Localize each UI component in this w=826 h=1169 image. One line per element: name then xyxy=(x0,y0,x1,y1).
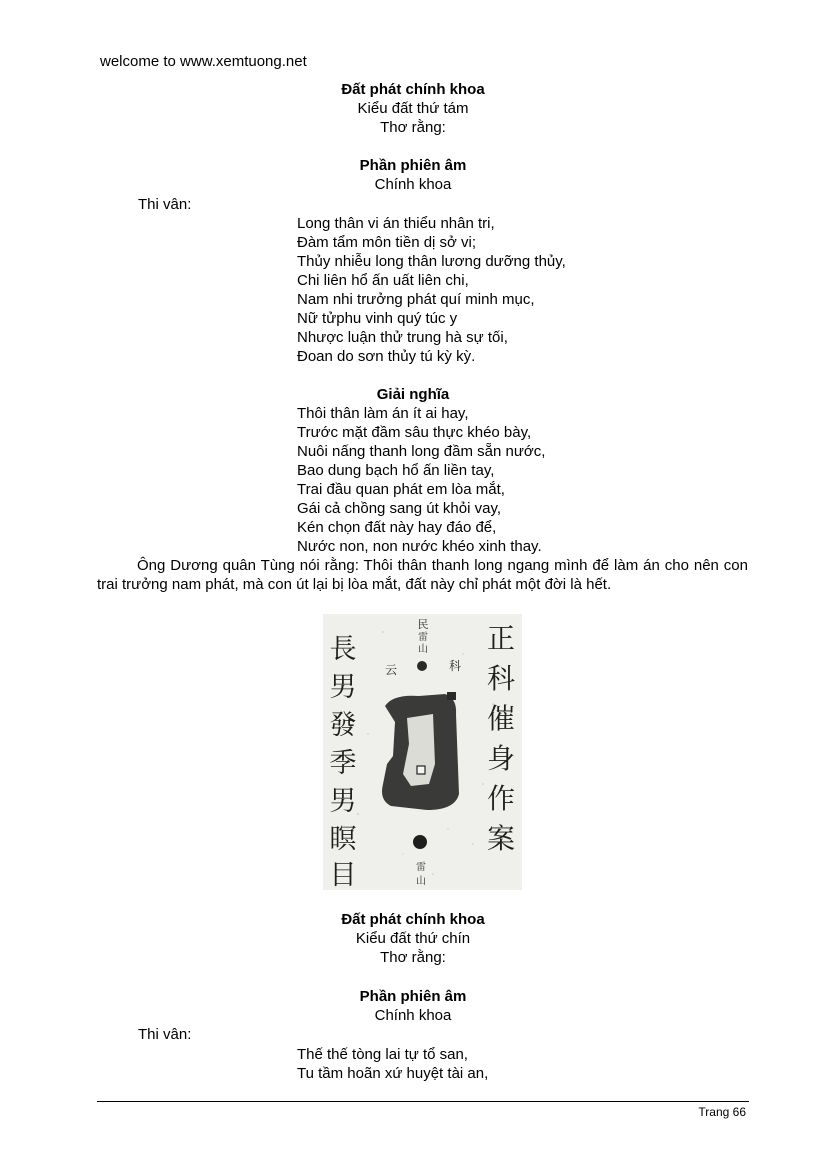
giai-nghia-line: Nuôi nấng thanh long đầm sẵn nước, xyxy=(297,443,546,460)
verse-line: Đoan do sơn thủy tú kỳ kỳ. xyxy=(297,348,476,365)
fig-char-left: 發 xyxy=(329,710,357,741)
fig-char-right: 科 xyxy=(486,662,516,695)
verse-line: Đàm tẩm môn tiền dị sở vi; xyxy=(297,234,477,251)
footer-rule xyxy=(97,1101,749,1102)
section1-subtitle: Kiểu đất thứ tám xyxy=(357,100,469,117)
page-number: Trang 66 xyxy=(698,1105,746,1119)
fig-char-right-small: 科 xyxy=(448,659,462,673)
geomancy-figure xyxy=(323,614,522,890)
giai-nghia-line: Trai đầu quan phát em lòa mắt, xyxy=(297,481,505,498)
verse-line: Nam nhi trưởng phát quí minh mục, xyxy=(297,291,535,308)
commentary-paragraph: Ông Dương quân Tùng nói rằng: Thôi thân thanh long ngang mình để làm án cho nên con trai trưởng nam phát, mà con út lại bị lòa mắt, đất này chỉ phát một đời là hết. xyxy=(97,557,748,593)
fig-char-left-small: 云 xyxy=(384,663,398,677)
section2-phien-am-heading: Phần phiên âm xyxy=(359,988,467,1005)
grave-marker xyxy=(417,766,425,774)
section2-title: Đất phát chính khoa xyxy=(341,911,485,928)
fig-char-top-corner: 民 xyxy=(417,618,429,631)
section1-giai-nghia xyxy=(297,404,545,556)
verse-line: Tu tầm hoãn xứ huyệt tài an, xyxy=(297,1065,489,1082)
giai-nghia-line: Nước non, non nước khéo xinh thay. xyxy=(297,538,542,555)
fig-char-right: 案 xyxy=(486,822,516,855)
verse-line: Nhược luận thử trung hà sự tối, xyxy=(297,329,508,346)
giai-nghia-line: Kén chọn đất này hay đáo để, xyxy=(297,519,497,536)
verse-line: Thủy nhiễu long thân lương dưỡng thủy, xyxy=(297,253,566,270)
fig-char-right: 作 xyxy=(486,782,516,815)
giai-nghia-line: Bao dung bạch hổ ấn liền tay, xyxy=(297,462,495,479)
section2-subtitle: Kiểu đất thứ chín xyxy=(355,930,471,947)
bottom-dot xyxy=(413,835,427,849)
fig-char-top-small: 雷 xyxy=(418,632,428,643)
fig-char-right: 催 xyxy=(486,702,516,735)
giai-nghia-line: Gái cả chồng sang út khỏi vay, xyxy=(297,500,502,517)
fig-char-left: 男 xyxy=(329,672,357,703)
small-square xyxy=(447,692,456,700)
verse-line: Thế thế tòng lai tự tổ san, xyxy=(297,1046,468,1063)
section2-verse xyxy=(297,1045,488,1083)
verse-line: Nữ tửphu vinh quý túc y xyxy=(297,310,458,327)
section1-phien-am-sub: Chính khoa xyxy=(374,176,452,193)
section1-giai-nghia-heading: Giải nghĩa xyxy=(376,386,450,403)
section2-intro: Thơ rằng: xyxy=(380,949,446,966)
section2-thi-van: Thi vân: xyxy=(138,1026,192,1043)
fig-char-left: 瞑 xyxy=(329,824,357,855)
fig-char-right: 身 xyxy=(486,742,516,775)
site-header: welcome to www.xemtuong.net xyxy=(100,53,307,70)
section1-phien-am-heading: Phần phiên âm xyxy=(359,157,467,174)
fig-char-left: 男 xyxy=(329,786,357,817)
section1-title: Đất phát chính khoa xyxy=(341,81,485,98)
top-dot xyxy=(417,661,427,671)
fig-char-top-small: 山 xyxy=(418,644,428,655)
verse-line: Chi liên hổ ấn uất liên chi, xyxy=(297,272,469,289)
section1-intro: Thơ rằng: xyxy=(380,119,446,136)
fig-char-left: 長 xyxy=(329,634,357,665)
section1-thi-van: Thi vân: xyxy=(138,196,192,213)
verse-line: Long thân vi án thiểu nhân tri, xyxy=(297,215,495,232)
figure-svg xyxy=(323,614,522,890)
section1-verse xyxy=(297,214,566,366)
giai-nghia-line: Trước mặt đầm sâu thực khéo bày, xyxy=(297,424,532,441)
giai-nghia-line: Thôi thân làm án ít ai hay, xyxy=(297,405,469,422)
section2-phien-am-sub: Chính khoa xyxy=(374,1007,452,1024)
fig-char-bottom-small: 山 xyxy=(416,876,426,887)
fig-char-right: 正 xyxy=(486,622,516,655)
fig-char-left: 目 xyxy=(329,860,357,890)
fig-char-bottom-small: 雷 xyxy=(416,862,426,873)
fig-char-left: 季 xyxy=(329,748,357,779)
